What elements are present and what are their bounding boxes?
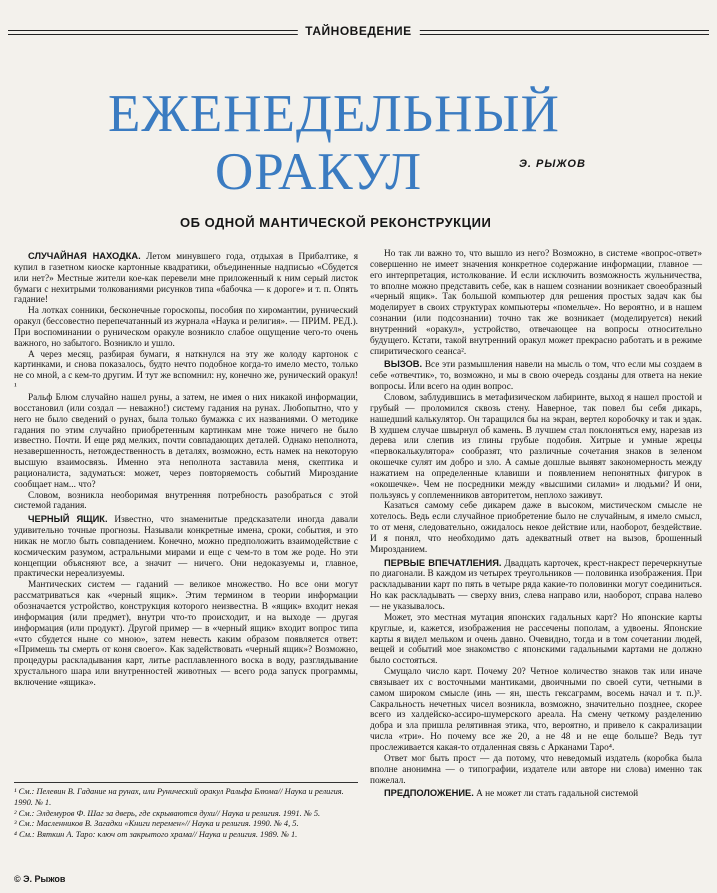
paragraph — [14, 350, 358, 393]
rubric-label: ТАЙНОВЕДЕНИЕ — [297, 24, 419, 38]
footnote: ⁴ См.: Вяткин А. Таро: ключ от закрытого храма// Наука и религия. 1989. № 1. — [14, 830, 298, 840]
paragraph-text: Двадцать карточек, крест-накрест перечеркнутые по диагонали. В каждом из четырех треугольников — половинка изображения. При раскладывании карт по пять в четыре ряда какие-то половинки могут соединиться. Но как раскладывать — сверху вниз, слева направо или, наоборот, справа налево — не указывалось. — [370, 558, 702, 612]
copyright: © Э. Рыжов — [14, 874, 66, 884]
paragraph — [14, 306, 358, 349]
paragraph-text: А не может ли стать гадальной системой — [473, 789, 639, 800]
paragraph — [370, 558, 702, 613]
paragraph-text: Казаться самому себе дикарем даже в высоком, мистическом смысле не хотелось. Ведь если случайное приобретение было не случайным, я имело смысл, то от меня, следовательно, ожидалось некое действие или, наоборот, бездействие. И я понял, что необходимо дать адекватный ответ на вызов, брошенный Мирозданием. — [370, 501, 702, 555]
section-heading: СЛУЧАЙНАЯ НАХОДКА. — [28, 251, 141, 261]
paragraph — [14, 393, 358, 491]
paragraph — [370, 613, 702, 667]
paragraph-text: Смущало число карт. Почему 20? Четное количество знаков так или иначе связывает их с восточными мантиками, двоичными по своей сути, четными в самом широком смысле (инь — ян, шесть гексаграмм, восемь начал и т. п.)³. Сакральность нечетных чисел возникла, возможно, значительно позднее, скорее всего из халдейско-ассиро-шумерского ареала. На смену четкому разделению добра и зла пришла релятивная этика, что, вероятно, и привело к сакрализации числа «три». Но почему все же 20, а не 48 и не еще больше? Ведь тут прослеживается какая-то отдаленная связь с Арканами Таро⁴. — [370, 667, 702, 753]
article-subtitle: ОБ ОДНОЙ МАНТИЧЕСКОЙ РЕКОНСТРУКЦИИ — [180, 215, 492, 230]
paragraph-text: Мантических систем — гаданий — великое множество. Но все они могут рассматриваться как «черный ящик». Этим термином в теории информации обозначается устройство, конструкция которого неизвестна. В «ящик» входит некая информация (или предмет), внутри что-то происходит, и на выходе — другая информация (или продукт). Другой пример — в «черный ящик» входит вопрос типа «что сбудется ныне со мною», затем невесть каким образом появляется ответ: «Примешь ты смерть от коня своего». Как задействовать «черный ящик»? Возможно, процедуры раскладывания карт, литье расплавленного воска в воду, разглядывание хрустального шара или внутренностей животных — всего рода запуск программы, включение «ящика». — [14, 580, 358, 688]
paragraph-text: Известно, что знаменитые предсказатели иногда давали удивительно точные прогнозы. Называли конкретные имена, сроки, события, и это никак не могло быть совпадением. Конечно, можно предположить взаимодействие с космическим разумом, астральными мирами и еще с чем-то в том же роде. Но эти концепции объясняют все, а значит — ничего. Они недоказуемы и, главное, практически нереализуемы. — [14, 515, 358, 580]
paragraph — [370, 249, 702, 357]
title-line-2: ОРАКУЛ — [215, 143, 423, 201]
paragraph — [370, 359, 702, 393]
paragraph — [370, 501, 702, 555]
paragraph-text: Ральф Блюм случайно нашел руны, а затем, не имея о них никакой информации, восстановил (или создал — неважно!) систему гадания на рунах. Любопытно, что у него не было сведений о рунах, была только бумажка с их названиями. О методике гадания по этим случайно приобретенным картинкам мне тоже ничего не было известно. Почти. И еще ряд мелких, почти совпадающих деталей. Однако неполнота, незавершенность, нетождественность в деталях, возможно, есть намек на некоторую высшую взаимосвязь. Именно эта неполнота заставила меня, скептика и рационалиста, задуматься: может, через повторяемость событий Мироздание сообщает нам... что? — [14, 392, 358, 490]
paragraph — [14, 514, 358, 580]
paragraph-text: На лотках сонники, бесконечные гороскопы, пособия по хиромантии, рунический оракул (бессовестно перепечатанный из журнала «Наука и религия». — ПРИМ. РЕД.). При воспоминании о руническом оракуле возникло слабое ощущение чего-то очень важного, но забытого. Возникло и ушло. — [14, 306, 358, 349]
footnote: ³ См.: Масленников В. Загадки «Книги перемен»// Наука и религия. 1990. № 4, 5. — [14, 819, 299, 829]
paragraph-text: Словом, возникла необоримая внутренняя потребность разобраться с этой системой гадания. — [14, 490, 358, 512]
section-heading: ПЕРВЫЕ ВПЕЧАТЛЕНИЯ. — [384, 557, 502, 568]
section-heading: ЧЕРНЫЙ ЯЩИК. — [28, 514, 108, 525]
paragraph-text: Но так ли важно то, что вышло из него? Возможно, в системе «вопрос-ответ» совершенно не имеет значения конкретное содержание информации, главное — его интерпретация, истолкование. И если исключить возможность жульничества, то вполне можно представить себе, как в нашем сознании возникает своеобразный «черный ящик». Так большой компьютер для решения простых задач как бы моделирует в своих структурах компьютеры «помельче». Но вероятно, и в нашем сознании (или подсознании) точно так же возникает (моделируется) некий внутренний «оракул», устройство, отвечающее на вопросы относительно будущего. Кстати, такой внутренний оракул может прекрасно работать и в режиме спиритического сеанса². — [370, 249, 702, 357]
author-name: Э. РЫЖОВ — [519, 158, 586, 170]
paragraph — [370, 788, 702, 800]
paragraph-text: Может, это местная мутация японских гадальных карт? Но японские карты круглые, и, кажется, изображения не рассечены пополам, а удвоены. Японские карты я видел мельком и очень давно. Очевидно, тогда и в том сочетании людей, вещей и событий мое знакомство с японскими гадальными картами не должно было состояться. — [370, 612, 702, 667]
footnote: ¹ См.: Пелевин В. Гадание на рунах, или Рунический оракул Ральфа Блюма// Наука и религия. 1990. № 1. — [14, 787, 344, 807]
paragraph — [14, 580, 358, 688]
section-heading: ПРЕДПОЛОЖЕНИЕ. — [384, 788, 474, 799]
right-column — [370, 249, 702, 800]
paragraph — [370, 393, 702, 501]
paragraph-text: Словом, заблудившись в метафизическом лабиринте, выход я нашел простой и грубый — проломился сквозь стену. Наверное, так повел бы себя дикарь, нашедший калькулятор. Он таращился бы на экран, вертел коробочку и так и эдак. В худшем случае швырнул об камень. В лучшем стал поклоняться ему, нарезав из дерева или слепив из глины грубые подобия. Хитрые и умные жрецы «первокалькулятора» сообразят, что различные сочетания знаков в зеленом окошечке сулят им добро и зло. А самые дошлые выявят закономерность между нажатием на определенные клавиши и появлением непонятных фигурок в «окошечке». Чем не посредники между «высшими силами» и людьми? И они, пользуясь у соплеменников авторитетом, неплохо заживут. — [370, 392, 702, 501]
paragraph — [370, 667, 702, 754]
paragraph — [14, 251, 358, 306]
section-heading: ВЫЗОВ. — [384, 359, 423, 370]
paragraph — [370, 754, 702, 787]
footnote: ² См.: Элдемуров Ф. Шаг за дверь, где скрываются духи// Наука и религия. 1991. № 5. — [14, 808, 321, 818]
paragraph-text: Все эти размышления навели на мысль о том, что если мы создаем в себе «отвечтик», то, возможно, и мы в свою очередь созданы для ответа на некие вопросы. Или всего на один вопрос. — [370, 360, 702, 393]
title-line-1: ЕЖЕНЕДЕЛЬНЫЙ — [108, 85, 560, 143]
footnotes — [14, 782, 358, 841]
paragraph-text: Летом минувшего года, отдыхая в Прибалтике, я купил в газетном киоске картонные квадратики, объединенные надписью «Сбудется или нет?» Местные жители кое-как перевели мне приложенный к ним серый листок бумаги с нехитрыми толкованиями рисунков типа «бабочка — к дороге» и т. п. Опять гадание! — [14, 252, 358, 306]
paragraph-text: А через месяц, разбирая бумаги, я наткнулся на эту же колоду картонок с картинками, и снова показалось, будто нечто подобное когда-то имело место, только не со мной, а с кем-то другим. И тут же вспомнил: ну, конечно же, рунический оракул!¹ — [14, 349, 358, 393]
paragraph — [14, 491, 358, 513]
paragraph-text: Ответ мог быть прост — да потому, что неведомый издатель (коробка была вполне анонимна — о типографии, издателе или авторе ни слова) именно так пожелал. — [370, 753, 702, 786]
left-column — [14, 249, 358, 689]
rubric-header — [8, 24, 709, 38]
